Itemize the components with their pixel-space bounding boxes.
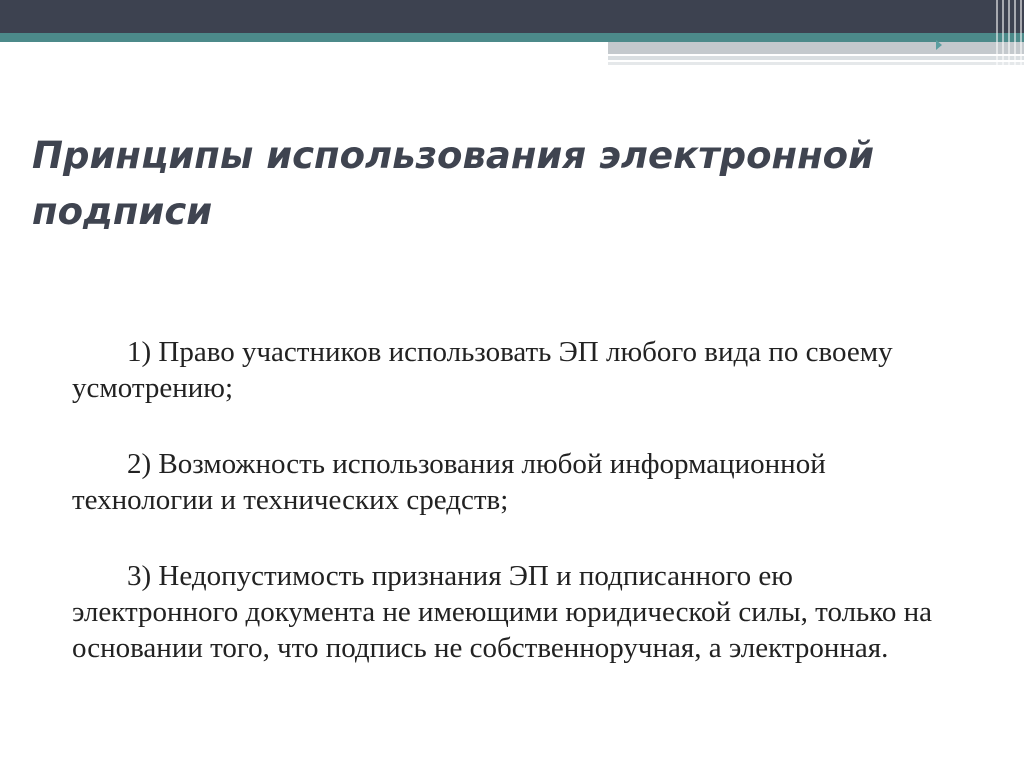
triangle-marker-icon	[936, 40, 942, 50]
header-band-thin-lower	[608, 62, 1024, 65]
header-edge-stripes	[996, 0, 1024, 72]
principle-item-1: 1) Право участников использовать ЭП любого вида по своему усмотрению;	[72, 336, 893, 404]
principles-list	[72, 334, 952, 666]
principle-item-3: 3) Недопустимость признания ЭП и подписанного ею электронного документа не имеющими юридической силы, только на основании того, что подпись не собственноручная, а электронная.	[72, 560, 933, 664]
slide-title: Принципы использования электронной подписи	[32, 134, 875, 233]
header-band-gray	[608, 42, 1024, 54]
header-band-thin	[608, 56, 1024, 60]
header-band-dark	[0, 0, 1024, 33]
header-band-teal	[0, 33, 1024, 42]
principle-item-2: 2) Возможность использования любой информационной технологии и технических средств;	[72, 448, 826, 516]
